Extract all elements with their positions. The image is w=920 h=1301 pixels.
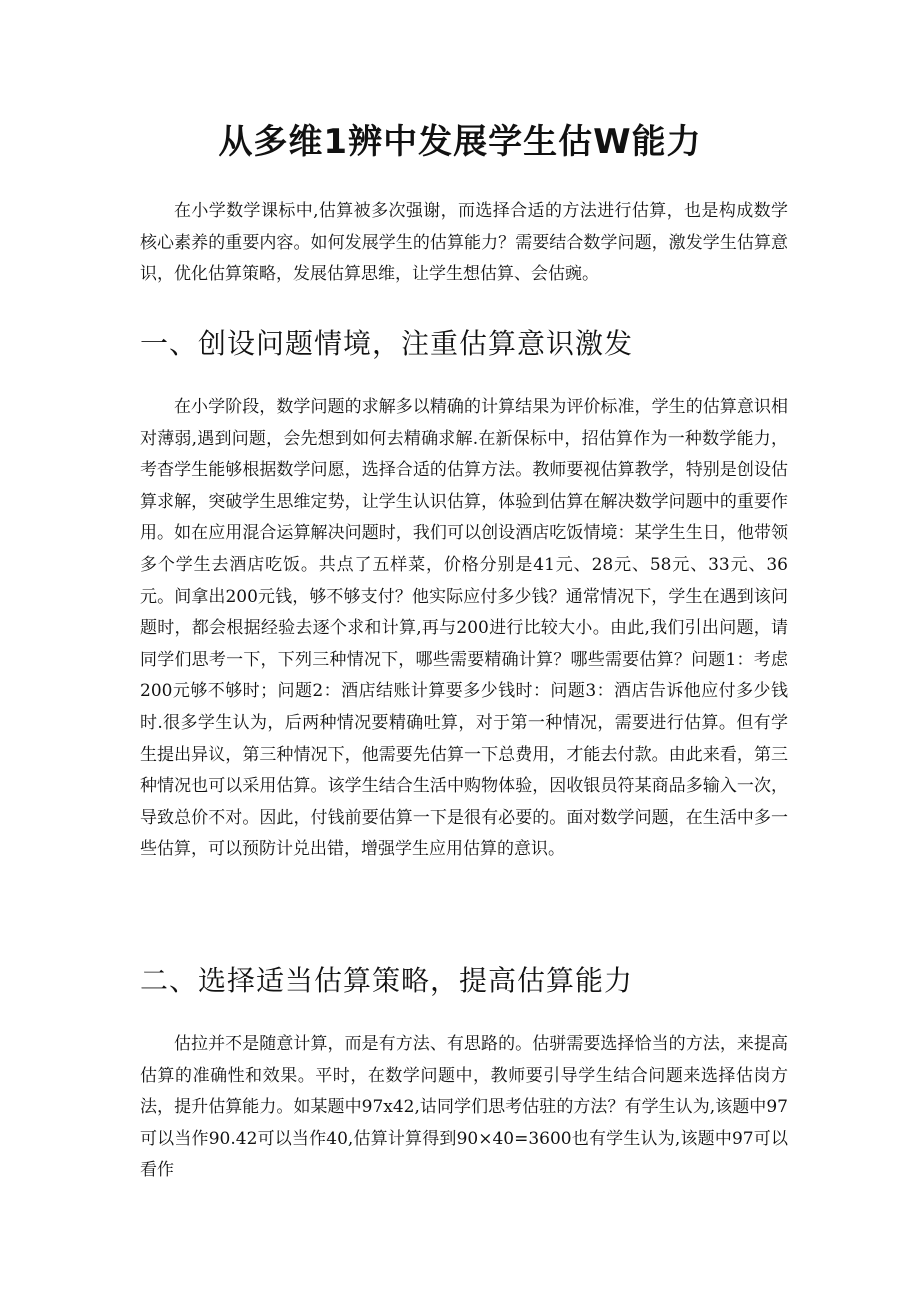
section-1-body: 在小学阶段，数学问题的求解多以精确的计算结果为评价标准，学生的估算意识相对薄弱,遇到问题，会先想到如何去精确求解.在新保标中，招估算作为一种数学能力，考杳学生能够根据数学问愿，选择合适的估算方法。教师要视估算教学，特别是创设估算求解，突破学生思维定势，让学生认识估算，体验到估算在解决数学问题中的重要作用。如在应用混合运算解决问题时，我们可以创设酒店吃饭情境：某学生生日，他带领多个学生去酒店吃饭。共点了五样菜，价格分别是41元、28元、58元、33元、36元。间拿出200元钱，够不够支付？他实际应付多少钱？通常情况下，学生在遇到该问题时，都会根据经验去逐个求和计算,再与200进行比较大小。由此,我们引出问题，请同学们思考一下，下列三种情况下，哪些需要精确计算？哪些需要估算？问题1：考虑200元够不够时；问题2：酒店结账计算要多少钱时：问题3：酒店告诉他应付多少钱时.很多学生认为，后两种情况要精确吐算，对于第一种情况，需要进行估算。但有学生提出异议，第三种情况下，他需要先估算一下总费用，才能去付款。由此来看，第三种情况也可以采用估算。该学生结合生活中购物体验，因收银员符某商品多输入一次，导致总价不对。因此，付钱前要估算一下是很有必要的。面对数学问题，在生活中多一些估算，可以预防计兑出错，增强学生应用估算的意识。 <box>140 397 788 860</box>
section-2-heading: 二、选择适当估算策略，提高估算能力 <box>140 964 634 997</box>
intro-paragraph: 在小学数学课标中,估算被多次强谢，而选择合适的方法进行估算，也是构成数学核心素养的重要内容。如何发展学生的估算能力？需要结合数学问题，激发学生估算意识，优化估算策略，发展估算思维，让学生想估算、会估豌。 <box>140 201 788 285</box>
section-2-body: 估拉并不是随意计算，而是有方法、有思路的。估骈需要选择恰当的方法，来提高估算的准确性和效果。平时，在数学问题中，教师要引导学生结合问题来选择估岗方法，提升估算能力。如某题中97x42,诂同学们思考估驻的方法？有学生认为,该题中97可以当作90.42可以当作40,估算计算得到90×40=3600也有学生认为,该题中97可以看作 <box>140 1034 788 1181</box>
document-title: 从多维1辨中发展学生估W能力 <box>218 122 702 162</box>
section-1-heading: 一、创设问题情境，注重估算意识激发 <box>140 327 634 360</box>
